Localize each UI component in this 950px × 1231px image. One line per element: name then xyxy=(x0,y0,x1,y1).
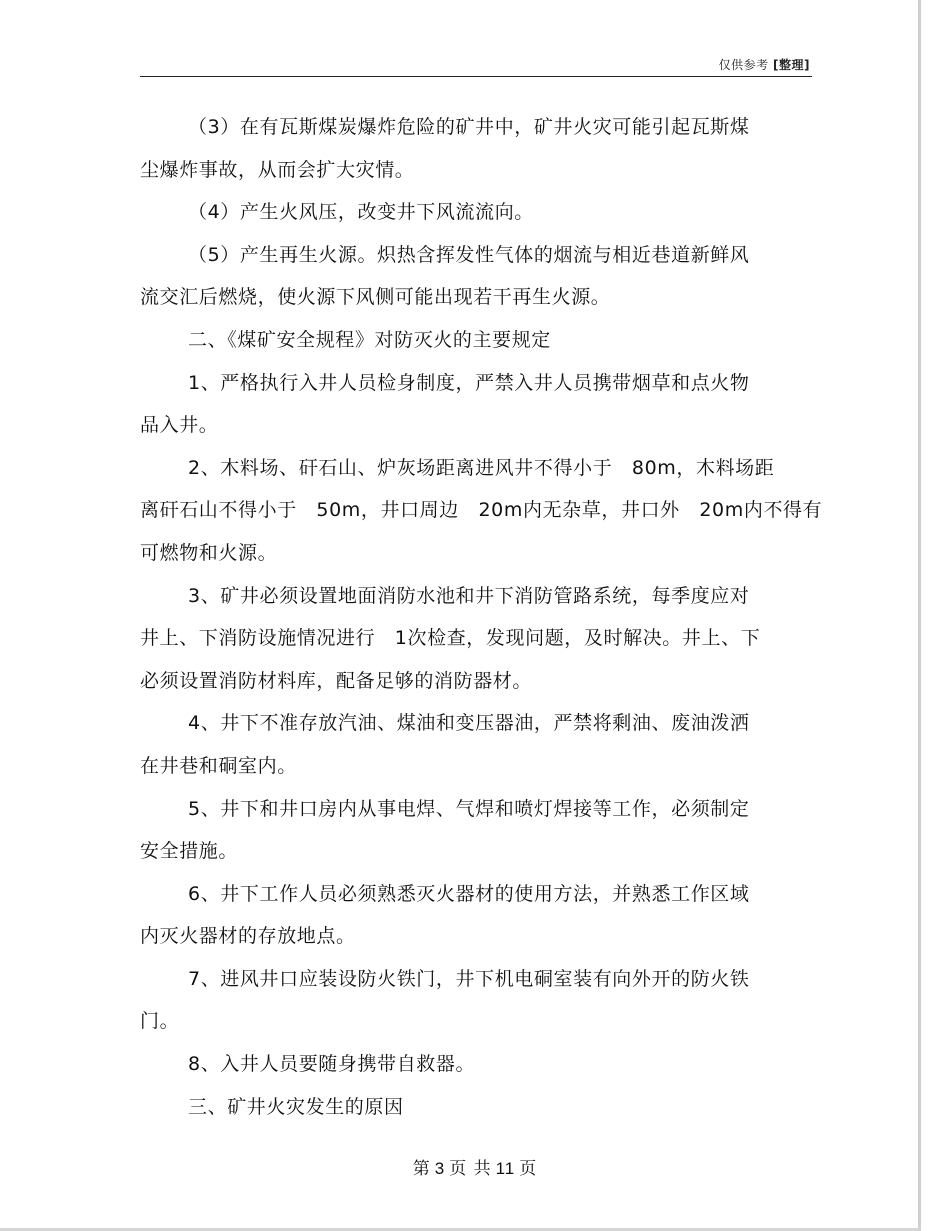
page-header xyxy=(140,50,812,77)
text-line: 安全措施。 xyxy=(140,840,239,863)
text-line: 7、进风井口应装设防火铁门，井下机电硐室装有向外开的防火铁 xyxy=(188,967,750,990)
text-line: （5）产生再生火源。炽热含挥发性气体的烟流与相近巷道新鲜风 xyxy=(188,243,750,266)
text-line: （3）在有瓦斯煤炭爆炸危险的矿井中，矿井火灾可能引起瓦斯煤 xyxy=(188,116,750,138)
footer-label-before: 第 xyxy=(412,1159,431,1179)
text-line: 5、井下和井口房内从事电焊、气焊和喷灯焊接等工作，必须制定 xyxy=(188,797,750,820)
text-line: 离矸石山不得小于 50m，井口周边 20m内无杂草，井口外 20m内不得有 xyxy=(140,499,823,522)
header-note xyxy=(719,56,810,73)
text-line: 必须设置消防材料库，配备足够的消防器材。 xyxy=(140,669,533,692)
footer-page-total: 11 xyxy=(495,1159,516,1178)
footer-label-after: 页 xyxy=(519,1159,538,1179)
header-prefix: 仅供参考 xyxy=(718,58,769,72)
footer-page-current: 3 xyxy=(434,1159,446,1178)
text-line: 8、入井人员要随身携带自救器。 xyxy=(188,1053,476,1076)
text-line: 2、木料场、矸石山、炉灰场距离进风井不得小于 80m，木料场距 xyxy=(188,456,775,479)
header-tag: [整理] xyxy=(773,58,810,72)
text-line: 品入井。 xyxy=(140,414,219,437)
page-footer xyxy=(0,1154,950,1179)
text-line: 三、矿井火灾发生的原因 xyxy=(188,1095,404,1118)
text-line: 在井巷和硐室内。 xyxy=(140,754,297,777)
text-line: 二、《煤矿安全规程》对防灭火的主要规定 xyxy=(188,328,551,351)
text-line: 井上、下消防设施情况进行 1次检查，发现问题，及时解决。井上、下 xyxy=(140,627,761,650)
text-line: 4、井下不准存放汽油、煤油和变压器油，严禁将剩油、废油泼洒 xyxy=(188,712,750,735)
text-line: 门。 xyxy=(140,1010,180,1033)
text-line: 3、矿井必须设置地面消防水池和井下消防管路系统，每季度应对 xyxy=(188,584,750,607)
text-line: 流交汇后燃烧，使火源下风侧可能出现若干再生火源。 xyxy=(140,286,611,309)
text-line: （4）产生火风压，改变井下风流流向。 xyxy=(188,201,534,224)
text-line: 内灭火器材的存放地点。 xyxy=(140,925,356,948)
text-line: 尘爆炸事故，从而会扩大灾情。 xyxy=(140,158,415,181)
text-line: 6、井下工作人员必须熟悉灭火器材的使用方法，并熟悉工作区域 xyxy=(188,882,750,905)
text-line: 可燃物和火源。 xyxy=(140,541,278,564)
body-text xyxy=(140,106,823,1128)
footer-label-middle: 页 共 xyxy=(449,1159,492,1179)
text-line: 1、严格执行入井人员检身制度，严禁入井人员携带烟草和点火物 xyxy=(188,371,750,394)
